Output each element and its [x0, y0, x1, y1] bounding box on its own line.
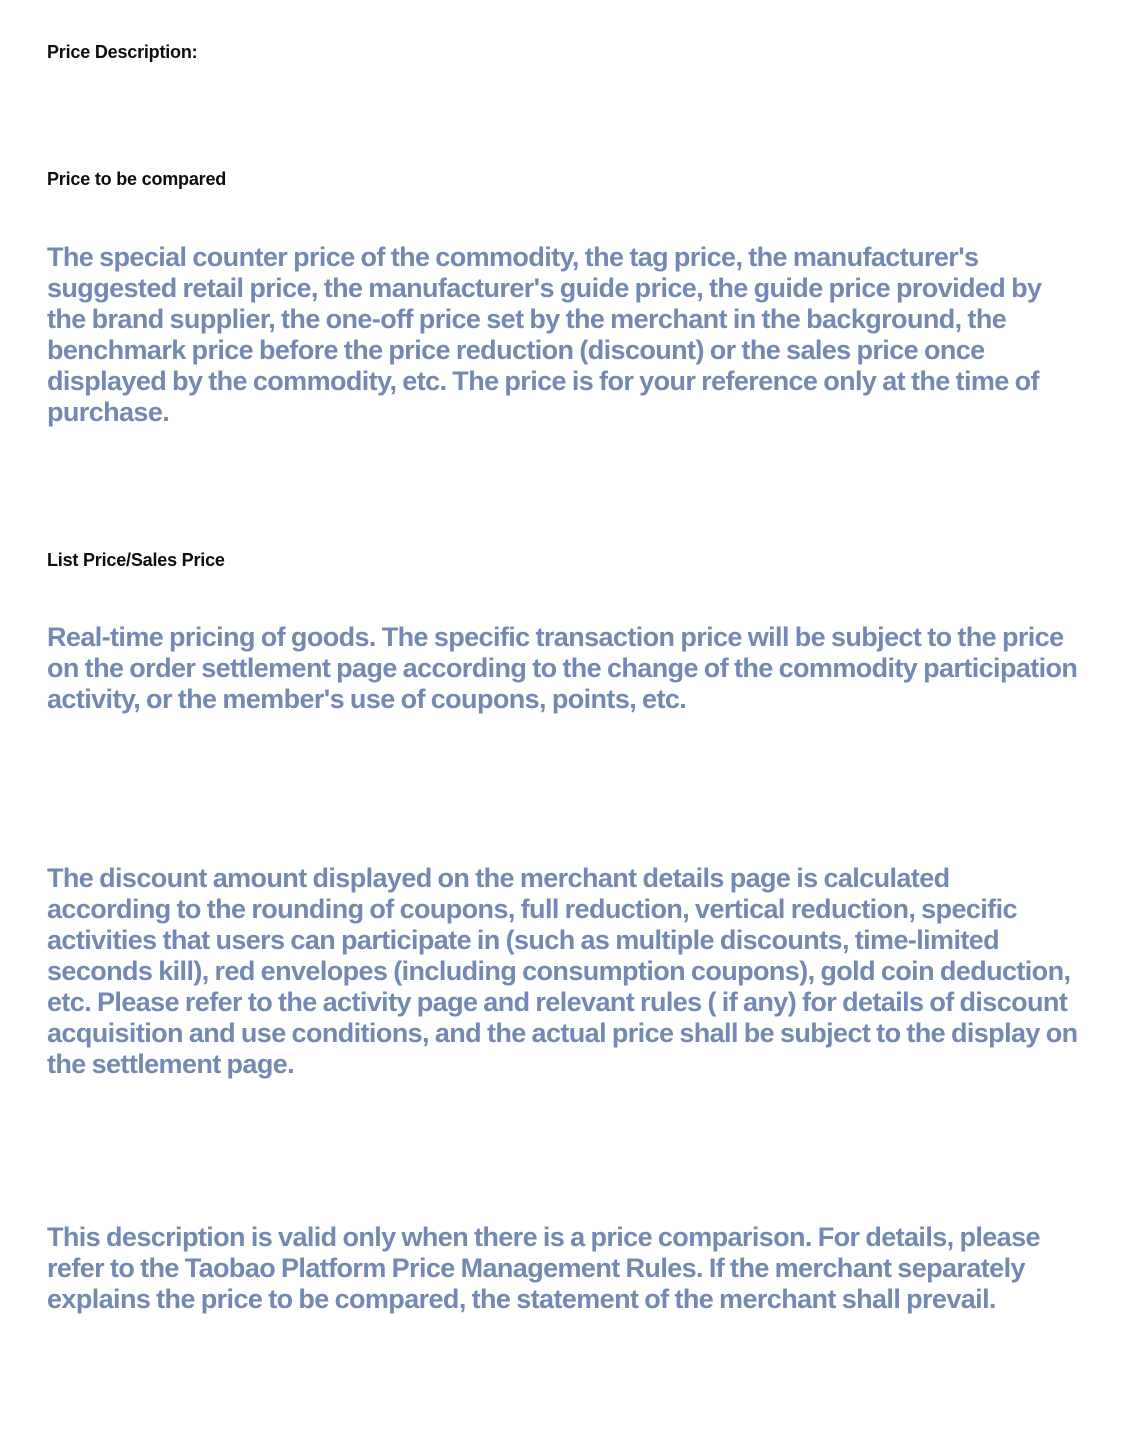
section-heading-list-price-sales-price: List Price/Sales Price [47, 550, 225, 570]
paragraph-discount-amount: The discount amount displayed on the merchant details page is calculated according to the rounding of coupons, full reduction, vertical reduction, specific activities that users can participate in (such as multiple discounts, time-limited seconds kill), red envelopes (including consumption coupons), gold coin deduction, etc. Please refer to the activity page and relevant rules ( if any) for details of discount acquisition and use conditions, and the actual price shall be subject to the display on the settlement page. [47, 863, 1078, 1079]
paragraph-real-time-pricing: Real-time pricing of goods. The specific transaction price will be subject to the price on the order settlement page according to the change of the commodity participation activity, or the member's use of coupons, points, etc. [47, 622, 1078, 714]
paragraph-description-validity: This description is valid only when there is a price comparison. For details, please refer to the Taobao Platform Price Management Rules. If the merchant separately explains the price to be compared, the statement of the merchant shall prevail. [47, 1222, 1040, 1314]
section-heading-price-to-be-compared: Price to be compared [47, 169, 227, 189]
paragraph-price-to-be-compared: The special counter price of the commodity, the tag price, the manufacturer's suggested retail price, the manufacturer's guide price, the guide price provided by the brand supplier, the one-off price set by the merchant in the background, the benchmark price before the price reduction (discount) or the sales price once displayed by the commodity, etc. The price is for your reference only at the time of purchase. [47, 242, 1042, 427]
page-title: Price Description: [47, 42, 198, 62]
